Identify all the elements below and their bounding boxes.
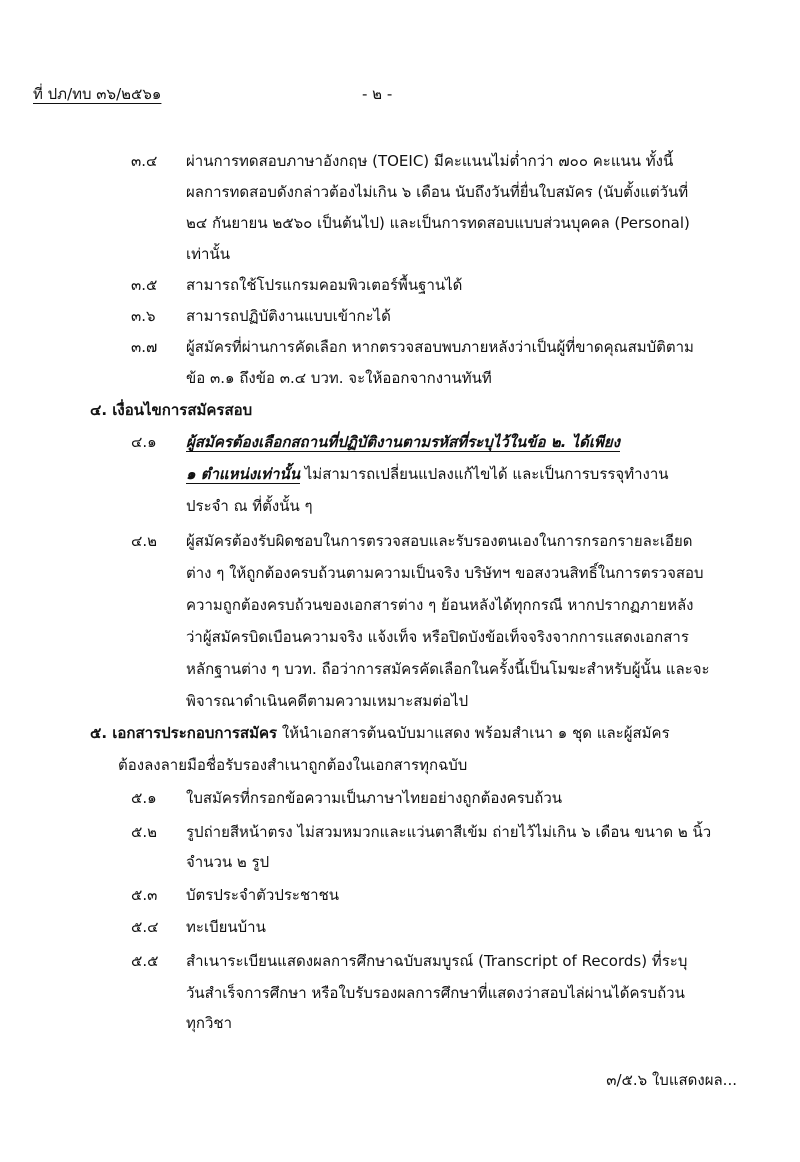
item-number-5-4: ๕.๔ — [131, 918, 159, 936]
item-3-4-line-4: เท่านั้น — [186, 245, 230, 263]
section-5-intro: ให้นำเอกสารต้นฉบับมาแสดง พร้อมสำเนา ๑ ชุด และผู้สมัคร — [277, 724, 670, 742]
item-number-5-1: ๕.๑ — [131, 789, 157, 807]
item-5-3-line-1: บัตรประจำตัวประชาชน — [186, 886, 340, 904]
item-4-2-line-1: ผู้สมัครต้องรับผิดชอบในการตรวจสอบและรับรองตนเองในการกรอกรายละเอียด — [186, 532, 693, 550]
item-3-4-line-2: ผลการทดสอบดังกล่าวต้องไม่เกิน ๖ เดือน นับถึงวันที่ยื่นใบสมัคร (นับตั้งแต่วันที่ — [186, 183, 689, 201]
item-number-3-6: ๓.๖ — [131, 307, 156, 325]
item-5-1-line-1: ใบสมัครที่กรอกข้อความเป็นภาษาไทยอย่างถูกต้องครบถ้วน — [186, 789, 563, 807]
item-5-5-line-2: วันสำเร็จการศึกษา หรือใบรับรองผลการศึกษาที่แสดงว่าสอบไล่ผ่านได้ครบถ้วน — [186, 984, 685, 1002]
item-4-1-line-2 — [186, 464, 669, 484]
item-number-5-2: ๕.๒ — [131, 823, 158, 841]
item-3-7-line-1: ผู้สมัครที่ผ่านการคัดเลือก หากตรวจสอบพบภายหลังว่าเป็นผู้ที่ขาดคุณสมบัติตาม — [186, 338, 694, 356]
page-number: - ๒ - — [362, 85, 393, 103]
item-4-1-line-2-rest: ไม่สามารถเปลี่ยนแปลงแก้ไขได้ และเป็นการบรรจุทำงาน — [300, 465, 669, 483]
item-number-5-5: ๕.๕ — [131, 952, 159, 970]
section-5-line-1 — [90, 723, 670, 743]
item-4-2-line-4: ว่าผู้สมัครบิดเบือนความจริง แจ้งเท็จ หรือปิดบังข้อเท็จจริงจากการแสดงเอกสาร — [186, 628, 689, 646]
item-4-1-line-3: ประจำ ณ ที่ตั้งนั้น ๆ — [186, 497, 313, 515]
item-5-2-line-1: รูปถ่ายสีหน้าตรง ไม่สวมหมวกและแว่นตาสีเข้ม ถ่ายไว้ไม่เกิน ๖ เดือน ขนาด ๒ นิ้ว — [186, 823, 712, 841]
item-4-1-line-2-emphasis: ๑ ตำแหน่งเท่านั้น — [186, 465, 300, 483]
item-3-5-line-1: สามารถใช้โปรแกรมคอมพิวเตอร์พื้นฐานได้ — [186, 276, 463, 294]
item-3-4-line-3: ๒๔ กันยายน ๒๕๖๐ เป็นต้นไป) และเป็นการทดสอบแบบส่วนบุคคล (Personal) — [186, 214, 690, 232]
item-3-4-line-1: ผ่านการทดสอบภาษาอังกฤษ (TOEIC) มีคะแนนไม่ต่ำกว่า ๗๐๐ คะแนน ทั้งนี้ — [186, 152, 674, 170]
document-reference-number: ที่ ปภ/ทบ ๓๖/๒๕๖๑ — [33, 85, 162, 103]
item-4-2-line-3: ความถูกต้องครบถ้วนของเอกสารต่าง ๆ ย้อนหลังได้ทุกกรณี หากปรากฏภายหลัง — [186, 596, 694, 614]
section-5-heading: ๕. เอกสารประกอบการสมัคร — [90, 724, 278, 742]
section-4-heading: ๔. เงื่อนไขการสมัครสอบ — [90, 401, 253, 419]
page-continuation-note: ๓/๕.๖ ใบแสดงผล... — [606, 1071, 737, 1089]
item-number-4-1: ๔.๑ — [131, 433, 157, 451]
item-5-4-line-1: ทะเบียนบ้าน — [186, 918, 266, 936]
item-4-1-line-1-emphasis: ผู้สมัครต้องเลือกสถานที่ปฏิบัติงานตามรหัสที่ระบุไว้ในข้อ ๒. ได้เพียง — [186, 433, 620, 451]
item-3-6-line-1: สามารถปฏิบัติงานแบบเข้ากะได้ — [186, 307, 391, 325]
item-4-2-line-5: หลักฐานต่าง ๆ บวท. ถือว่าการสมัครคัดเลือกในครั้งนี้เป็นโมฆะสำหรับผู้นั้น และจะ — [186, 660, 710, 678]
item-5-5-line-1: สำเนาระเบียนแสดงผลการศึกษาฉบับสมบูรณ์ (Transcript of Records) ที่ระบุ — [186, 952, 688, 970]
item-4-2-line-2: ต่าง ๆ ให้ถูกต้องครบถ้วนตามความเป็นจริง บริษัทฯ ขอสงวนสิทธิ์ในการตรวจสอบ — [186, 564, 704, 582]
item-number-3-7: ๓.๗ — [131, 338, 158, 356]
item-number-3-4: ๓.๔ — [131, 152, 158, 170]
section-5-line-2: ต้องลงลายมือชื่อรับรองสำเนาถูกต้องในเอกสารทุกฉบับ — [118, 756, 468, 774]
item-number-3-5: ๓.๕ — [131, 276, 158, 294]
item-number-5-3: ๕.๓ — [131, 886, 158, 904]
item-4-2-line-6: พิจารณาดำเนินคดีตามความเหมาะสมต่อไป — [186, 692, 469, 710]
item-5-5-line-3: ทุกวิชา — [186, 1014, 232, 1032]
item-5-2-line-2: จำนวน ๒ รูป — [186, 853, 270, 871]
item-number-4-2: ๔.๒ — [131, 532, 158, 550]
item-3-7-line-2: ข้อ ๓.๑ ถึงข้อ ๓.๔ บวท. จะให้ออกจากงานทันที — [186, 369, 492, 387]
